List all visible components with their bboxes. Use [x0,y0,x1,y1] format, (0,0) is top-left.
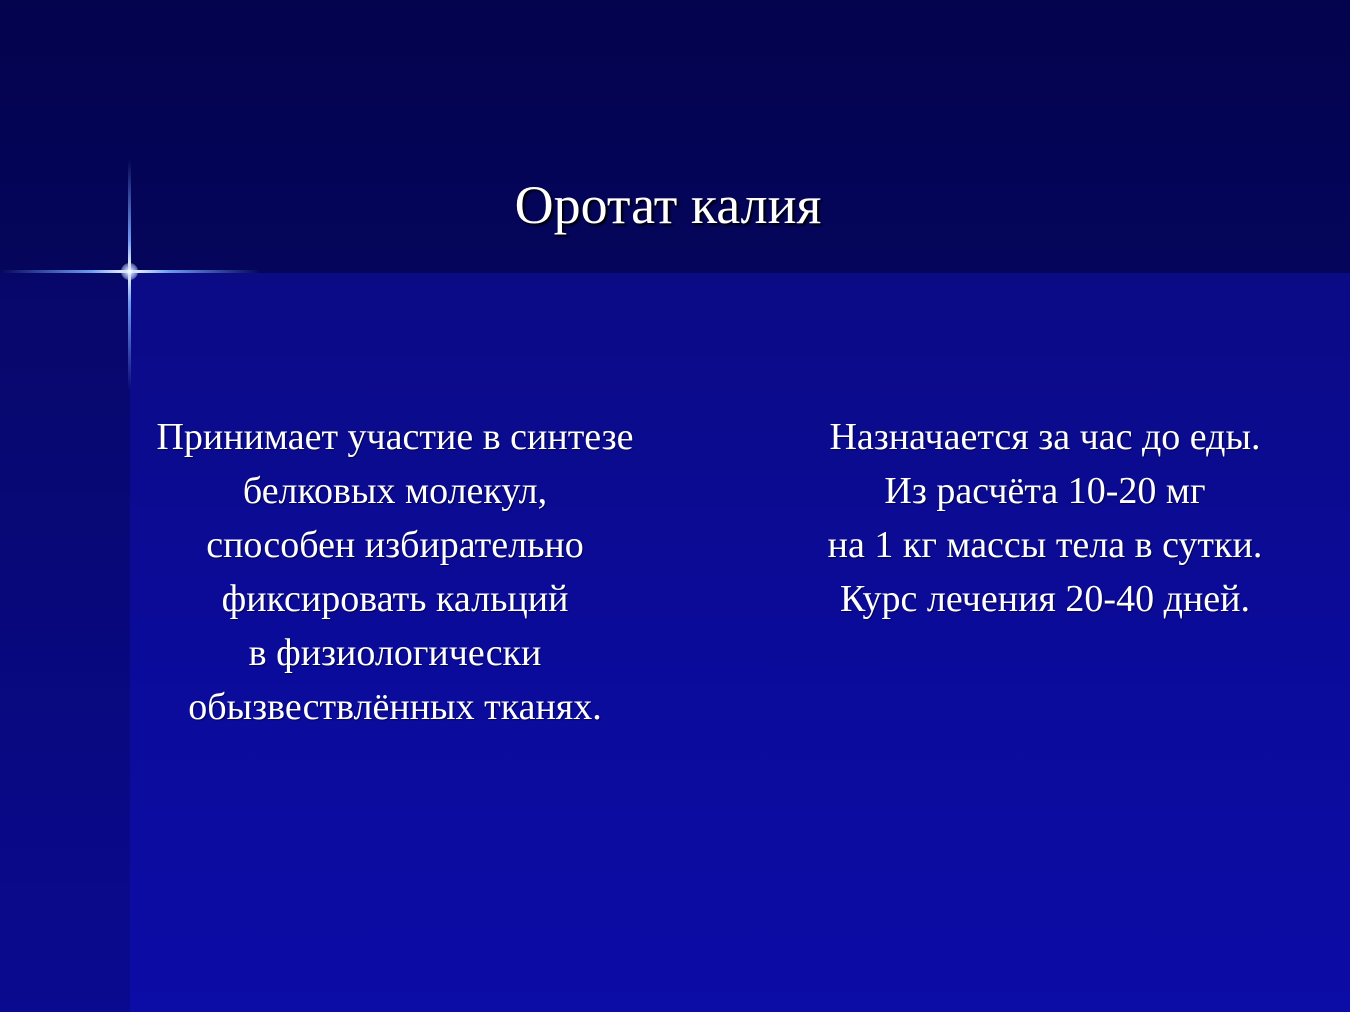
left-text-line: фиксировать кальций [221,578,569,620]
left-text-line: способен избирательно [206,524,584,566]
left-text-line: в физиологически [248,632,542,674]
right-text-line: Из расчёта 10-20 мг [884,470,1206,512]
slide-title: Оротат калия [514,175,822,235]
right-text-line: Назначается за час до еды. [829,416,1261,458]
right-text-line: Курс лечения 20-40 дней. [840,578,1250,620]
right-text-line: на 1 кг массы тела в сутки. [827,524,1263,566]
right-text-column [760,410,1330,626]
sparkle-star-icon [121,263,138,280]
left-text-line: белковых молекул, [242,470,548,512]
left-text-column [100,410,690,734]
left-text-line: Принимает участие в синтезе [156,416,634,458]
left-text-line: обызвествлённых тканях. [188,686,602,728]
